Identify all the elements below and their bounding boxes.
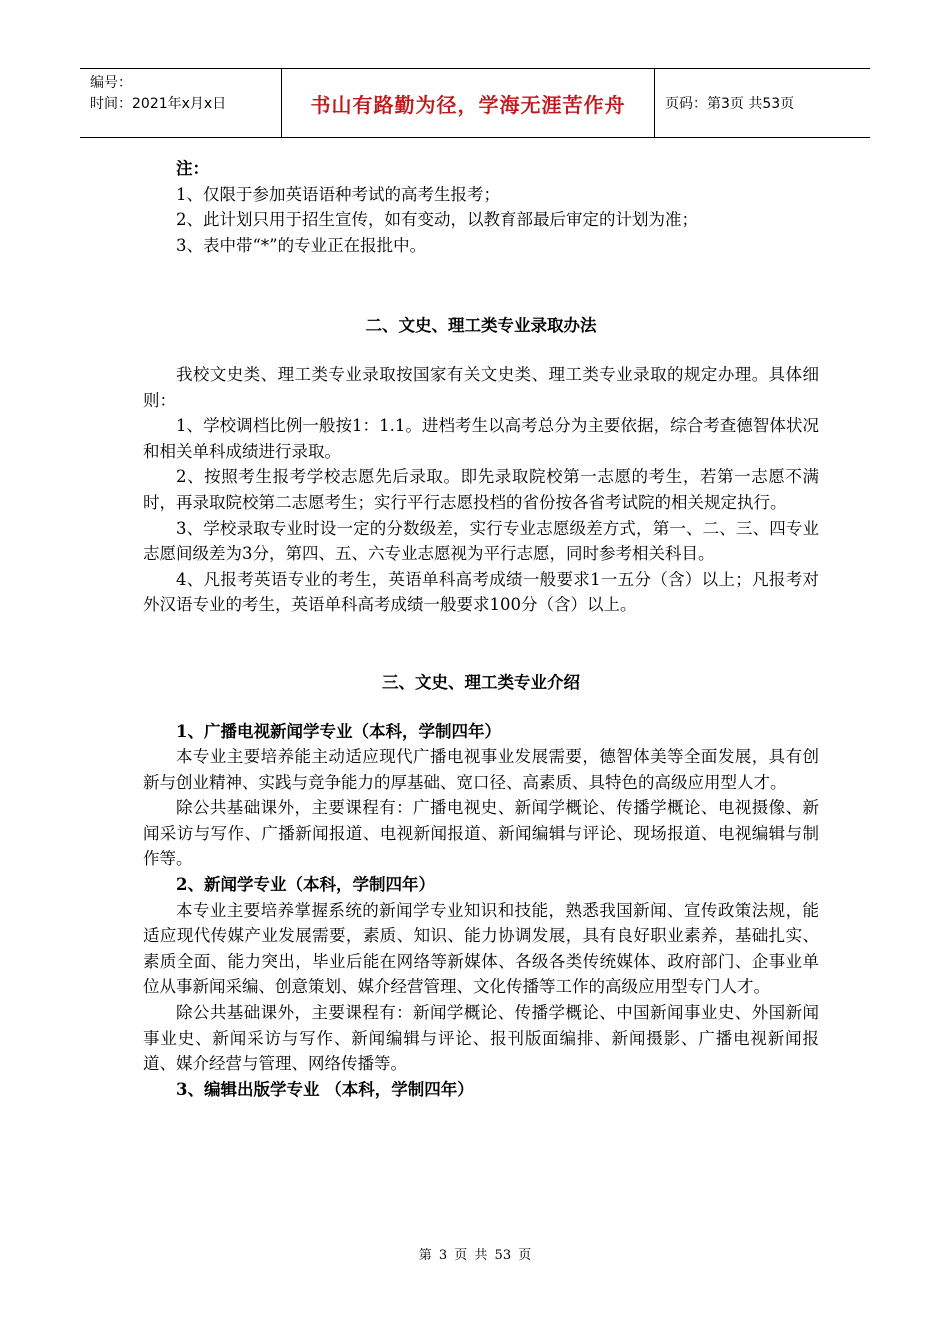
major-title: 1、广播电视新闻学专业（本科，学制四年）	[176, 721, 501, 741]
section-heading: 二、文史、理工类专业录取办法	[365, 316, 597, 336]
note-item: 1、仅限于参加英语语种考试的高考生报考；	[176, 184, 500, 204]
paragraph: 本专业主要培养掌握系统的新闻学专业知识和技能，熟悉我国新闻、宣传政策法规，能适应现代传媒产业发展需要，素质、知识、能力协调发展，具有良好职业素养，基础扎实、素质全面、能力突出，毕业后能在网络等新媒体、各级各类传统媒体、政府部门、企事业单位从事新闻采编、创意策划、媒介经营管理、文化传播等工作的高级应用型专门人才。	[143, 900, 819, 997]
page-header	[80, 68, 870, 138]
major-title: 2、新闻学专业（本科，学制四年）	[176, 875, 435, 895]
notes-title: 注：	[176, 159, 209, 178]
paragraph: 1、学校调档比例一般按1：1.1。进档考生以高考总分为主要依据，综合考查德智体状况和相关单科成绩进行录取。	[143, 416, 819, 461]
major-title: 3、编辑出版学专业 （本科，学制四年）	[176, 1079, 474, 1099]
document-date: 时间：2021年x月x日	[90, 96, 227, 112]
header-page-info: 页码：第3页 共53页	[665, 96, 795, 112]
header-motto-cell	[282, 69, 655, 137]
paragraph: 2、按照考生报考学校志愿先后录取。即先录取院校第一志愿的考生，若第一志愿不满时，再录取院校第二志愿考生；实行平行志愿投档的省份按各省考试院的相关规定执行。	[143, 467, 819, 512]
document-number-label: 编号：	[90, 75, 132, 91]
paragraph: 本专业主要培养能主动适应现代广播电视事业发展需要，德智体美等全面发展，具有创新与创业精神、实践与竞争能力的厚基础、宽口径、高素质、具特色的高级应用型人才。	[143, 747, 819, 792]
header-motto: 书山有路勤为径，学海无涯苦作舟	[310, 92, 626, 117]
section-heading: 三、文史、理工类专业介绍	[382, 672, 580, 692]
header-meta	[80, 69, 282, 137]
paragraph: 除公共基础课外，主要课程有：新闻学概论、传播学概论、中国新闻事业史、外国新闻事业史、新闻采访与写作、新闻编辑与评论、报刊版面编排、新闻摄影、广播电视新闻报道、媒介经营与管理、网络传播等。	[143, 1003, 819, 1074]
note-item: 3、表中带“*”的专业正在报批中。	[176, 235, 427, 255]
paragraph: 4、凡报考英语专业的考生，英语单科高考成绩一般要求1一五分（含）以上；凡报考对外汉语专业的考生，英语单科高考成绩一般要求100分（含）以上。	[143, 569, 819, 615]
page-footer: 第 3 页 共 53 页	[418, 1248, 532, 1263]
document-body	[143, 152, 819, 1102]
paragraph: 除公共基础课外，主要课程有：广播电视史、新闻学概论、传播学概论、电视摄像、新闻采访与写作、广播新闻报道、电视新闻报道、新闻编辑与评论、现场报道、电视编辑与制作等。	[143, 798, 819, 869]
note-item: 2、此计划只用于招生宣传，如有变动，以教育部最后审定的计划为准；	[176, 210, 698, 230]
paragraph: 3、学校录取专业时设一定的分数级差，实行专业志愿级差方式，第一、二、三、四专业志愿间级差为3分，第四、五、六专业志愿视为平行志愿，同时参考相关科目。	[143, 518, 819, 564]
paragraph: 我校文史类、理工类专业录取按国家有关文史类、理工类专业录取的规定办理。具体细则：	[143, 364, 819, 410]
